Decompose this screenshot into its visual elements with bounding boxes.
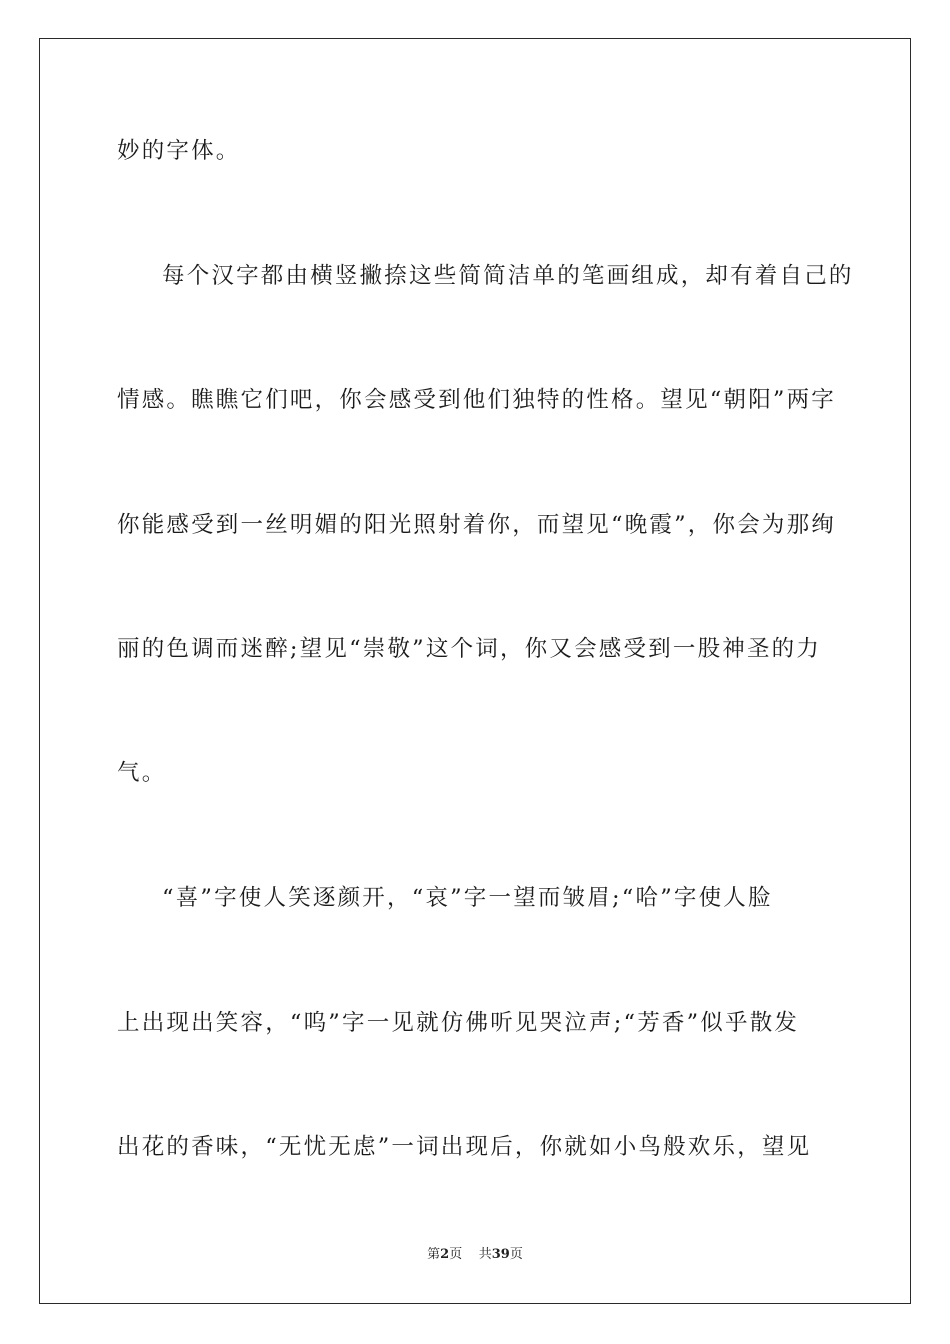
footer-total-suffix: 页: [509, 1247, 523, 1262]
footer-page-prefix: 第: [427, 1247, 441, 1262]
text-line-3: 情感。瞧瞧它们吧，你会感受到他们独特的性格。望见“朝阳”两字: [117, 387, 837, 413]
page-border: [39, 38, 911, 1304]
text-line-2: 每个汉字都由横竖撇捺这些简简洁单的笔画组成，却有着自己的: [162, 263, 854, 289]
text-line-9: 出花的香味，“无忧无虑”一词出现后，你就如小鸟般欢乐，望见: [117, 1134, 812, 1160]
text-line-5: 丽的色调而迷醉;望见“崇敬”这个词，你又会感受到一股神圣的力: [117, 636, 822, 662]
text-line-7: “喜”字使人笑逐颜开，“哀”字一望而皱眉;“哈”字使人脸: [162, 885, 773, 911]
page-footer: [0, 1246, 950, 1264]
footer-page-suffix: 页: [449, 1247, 463, 1262]
text-line-4: 你能感受到一丝明媚的阳光照射着你，而望见“晚霞”，你会为那绚: [117, 512, 837, 538]
footer-total-pages: 39: [491, 1247, 510, 1262]
text-line-1: 妙的字体。: [117, 138, 241, 164]
text-line-6: 气。: [117, 760, 167, 786]
text-line-8: 上出现出笑容，“呜”字一见就仿佛听见哭泣声;“芳香”似乎散发: [117, 1010, 800, 1036]
footer-total-prefix: 共: [478, 1247, 492, 1262]
footer-page-number: 2: [440, 1247, 450, 1262]
